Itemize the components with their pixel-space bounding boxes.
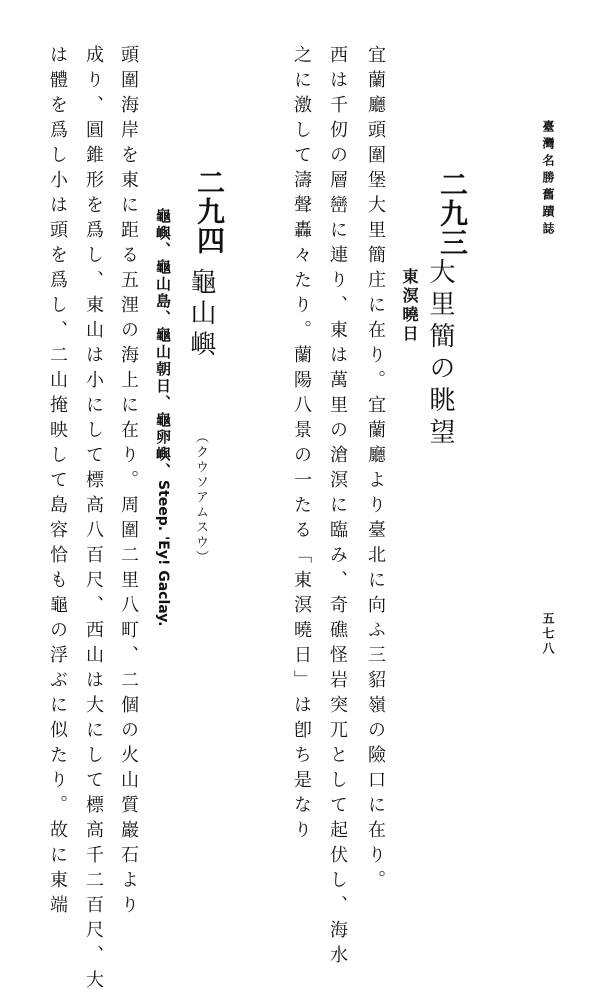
- section-293-body-line-2: 西は千仞の層巒に連り、東は萬里の滄溟に臨み、奇礁怪岩突兀として起伏し、海水: [327, 45, 348, 970]
- section-294-subtitle-en: Steep. 'Ey! Gaclay.: [155, 480, 171, 627]
- section-294-reading: （クウソアムスウ）: [193, 430, 208, 565]
- section-293-subtitle: 東溟曉日: [400, 268, 419, 344]
- section-293-title: 大里簡の眺望: [425, 258, 455, 450]
- section-294-title: 龜山嶼: [186, 268, 216, 361]
- page-number: 五七八: [541, 612, 555, 657]
- section-293-body-line-1: 宜蘭廳頭圍堡大里簡庄に在り。宜蘭廳より臺北に向ふ三貂嶺の險口に在り。: [365, 45, 386, 895]
- section-294-body-line-3: は體を爲し小は頭を爲し、二山掩映して島容恰も龜の浮ぶに似たり。故に東端: [47, 45, 68, 920]
- section-293-number: 二九三: [436, 170, 469, 257]
- section-294-body-line-1: 頭圍海岸を東に距る五浬の海上に在り。周圍二里八町、二個の火山質巖石より: [118, 45, 139, 920]
- section-294-number: 二九四: [193, 168, 226, 255]
- section-294-body-line-2: 成り、圓錐形を爲し、東山は小にして標高八百尺、西山は大にして標高千二百尺、大: [83, 45, 104, 995]
- running-head: 臺灣名勝舊蹟誌: [541, 120, 555, 239]
- section-293-body-line-3: 之に激して濤聲轟々たり。蘭陽八景の一たる「東溟曉日」は卽ち是なり: [291, 45, 312, 845]
- section-294-subtitle: [155, 208, 170, 626]
- section-294-subtitle-ja: 龜嶼、龜山島、龜山朝日、龜卵嶼、: [154, 208, 172, 480]
